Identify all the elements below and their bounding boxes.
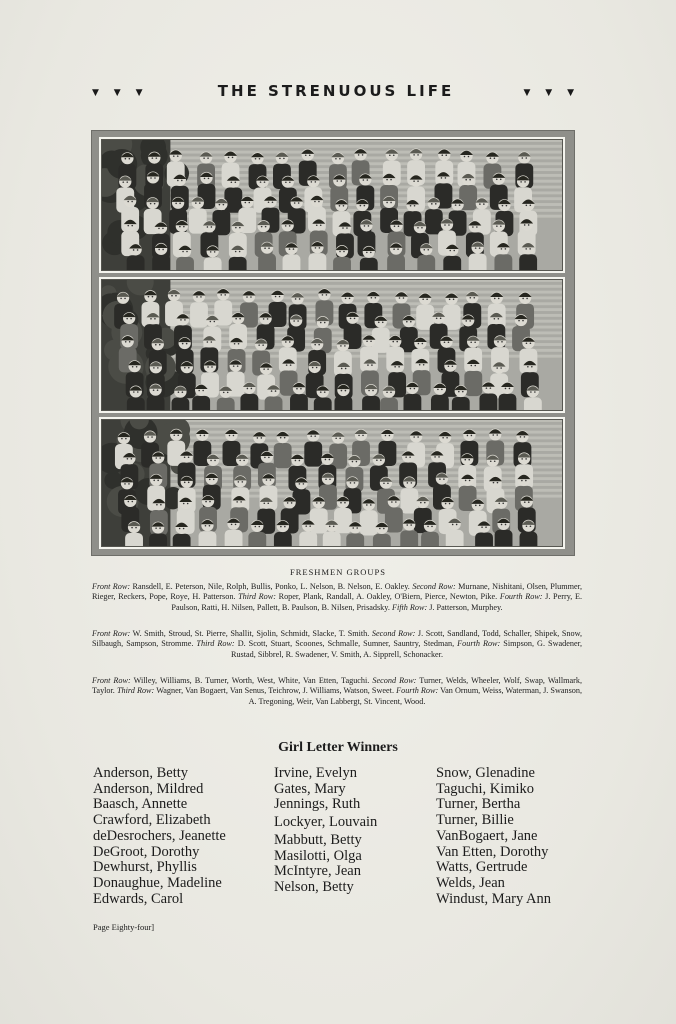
winners-column-3 [436,766,551,907]
list-item: Crawford, Elizabeth [93,812,211,829]
row-names: Murnane, Nishitani, Olsen, Plummer, Rieger, Reckers, Pope, Roye, H. Patterson. [92,582,583,602]
row-names: W. Smith, Stroud, St. Pierre, Shallit, Sjolin, Schmidt, Slacke, T. Smith. [132,629,370,638]
group-1-names [92,582,582,613]
page-header [92,82,580,104]
list-item: Watts, Gertrude [436,859,528,876]
list-item: Masilotti, Olga [274,847,362,864]
list-item: Lockyer, Louvain [274,814,378,831]
list-item: Taguchi, Kimiko [436,780,535,797]
list-item: Windust, Mary Ann [436,890,552,907]
list-item: Turner, Bertha [436,796,521,813]
row-label: Fifth Row: [391,602,428,612]
page-title: THE STRENUOUS LIFE [217,82,455,100]
letter-winners-title: Girl Letter Winners [278,740,398,755]
photo-caption: FRESHMEN GROUPS [289,567,386,577]
row-names: Wagner, Van Bogaert, Van Senus, Teichrow, J. Williams, Watson, Sweet. [156,686,394,696]
group-photo-frame [91,130,575,556]
row-names: Turner, Welds, Wheeler, Wolf, Swap, Wallmark, Taylor. [92,676,582,696]
list-item: Jennings, Ruth [274,796,361,813]
group-photo-3 [99,417,565,549]
list-item: DeGroot, Dorothy [93,843,200,860]
row-label: Front Row: [92,629,131,638]
list-item: Van Etten, Dorothy [436,843,549,860]
list-item: Nelson, Betty [274,878,354,895]
row-label: Third Row: [196,639,235,649]
list-item: McIntyre, Jean [274,863,361,880]
header-ornament-left: ▼ ▼ ▼ [92,88,149,98]
list-item: deDesrochers, Jeanette [93,827,226,844]
row-names: Roper, Plank, Randall, A. Oakley, O'Biern, Pierce, Newton, Pike. [278,592,498,602]
row-names: J. Scott, Sandland, Todd, Schaller, Shipek, Snow, Silbaugh, Sampson, Stromme. [92,629,582,649]
row-label: Third Row: [116,686,155,696]
list-item: Turner, Billie [436,812,514,829]
list-item: Mabbutt, Betty [274,831,362,848]
row-label: Fourth Row: [499,592,543,602]
list-item: Gates, Mary [274,780,346,797]
row-label: Fourth Row: [396,686,439,696]
group-photo-1 [99,137,565,273]
list-item: Snow, Glenadine [436,765,535,781]
group-2-names [92,629,582,660]
row-label: Front Row: [92,676,131,685]
row-names: D. Scott, Stuart, Scoones, Schmalle, Sumner, Sauntry, Stedman, [237,639,455,649]
list-item: Dewhurst, Phyllis [93,859,197,876]
row-names: Ransdell, E. Peterson, Nile, Rolph, Bullis, Ponko, L. Nelson, B. Nelson, E. Oakley. [132,582,410,591]
list-item: Edwards, Carol [93,890,184,907]
page-number: Page Eighty-four] [93,922,155,932]
row-label: Fourth Row: [457,639,501,649]
list-item: Baasch, Annette [93,796,188,813]
row-label: Front Row: [92,582,131,591]
list-item: VanBogaert, Jane [436,827,538,844]
row-names: J. Perry, E. Paulson, Ratti, H. Nilsen, Pallett, B. Paulson, B. Nilsen, Prisadsky. [171,592,583,612]
row-label: Second Row: [371,629,416,638]
list-item: Irvine, Evelyn [274,765,357,781]
row-label: Second Row: [372,676,417,685]
list-item: Welds, Jean [436,874,505,891]
row-label: Third Row: [238,592,276,602]
list-item: Anderson, Mildred [93,780,204,797]
row-names: Simpson, G. Swadener, Rustad, Sibbrel, R. Swadener, V. Smith, A. Sipprell, Schonacker. [230,639,583,659]
list-item: Anderson, Betty [93,765,189,781]
group-photo-2 [99,277,565,413]
header-ornament-right: ▼ ▼ ▼ [523,88,580,98]
row-label: Second Row: [412,582,456,591]
list-item: Donaughue, Madeline [93,874,222,891]
row-names: Willey, Williams, B. Turner, Worth, West, White, Van Etten, Taguchi. [133,676,370,685]
group-3-names [92,676,582,707]
row-names: J. Patterson, Murphey. [429,602,503,612]
row-names: Van Ornum, Weiss, Waterman, J. Swanson, A. Tregoning, Weir, Van Labbergt, St. Vincent, Wood. [248,686,583,706]
winners-column-2 [274,766,377,896]
winners-column-1 [93,766,226,907]
